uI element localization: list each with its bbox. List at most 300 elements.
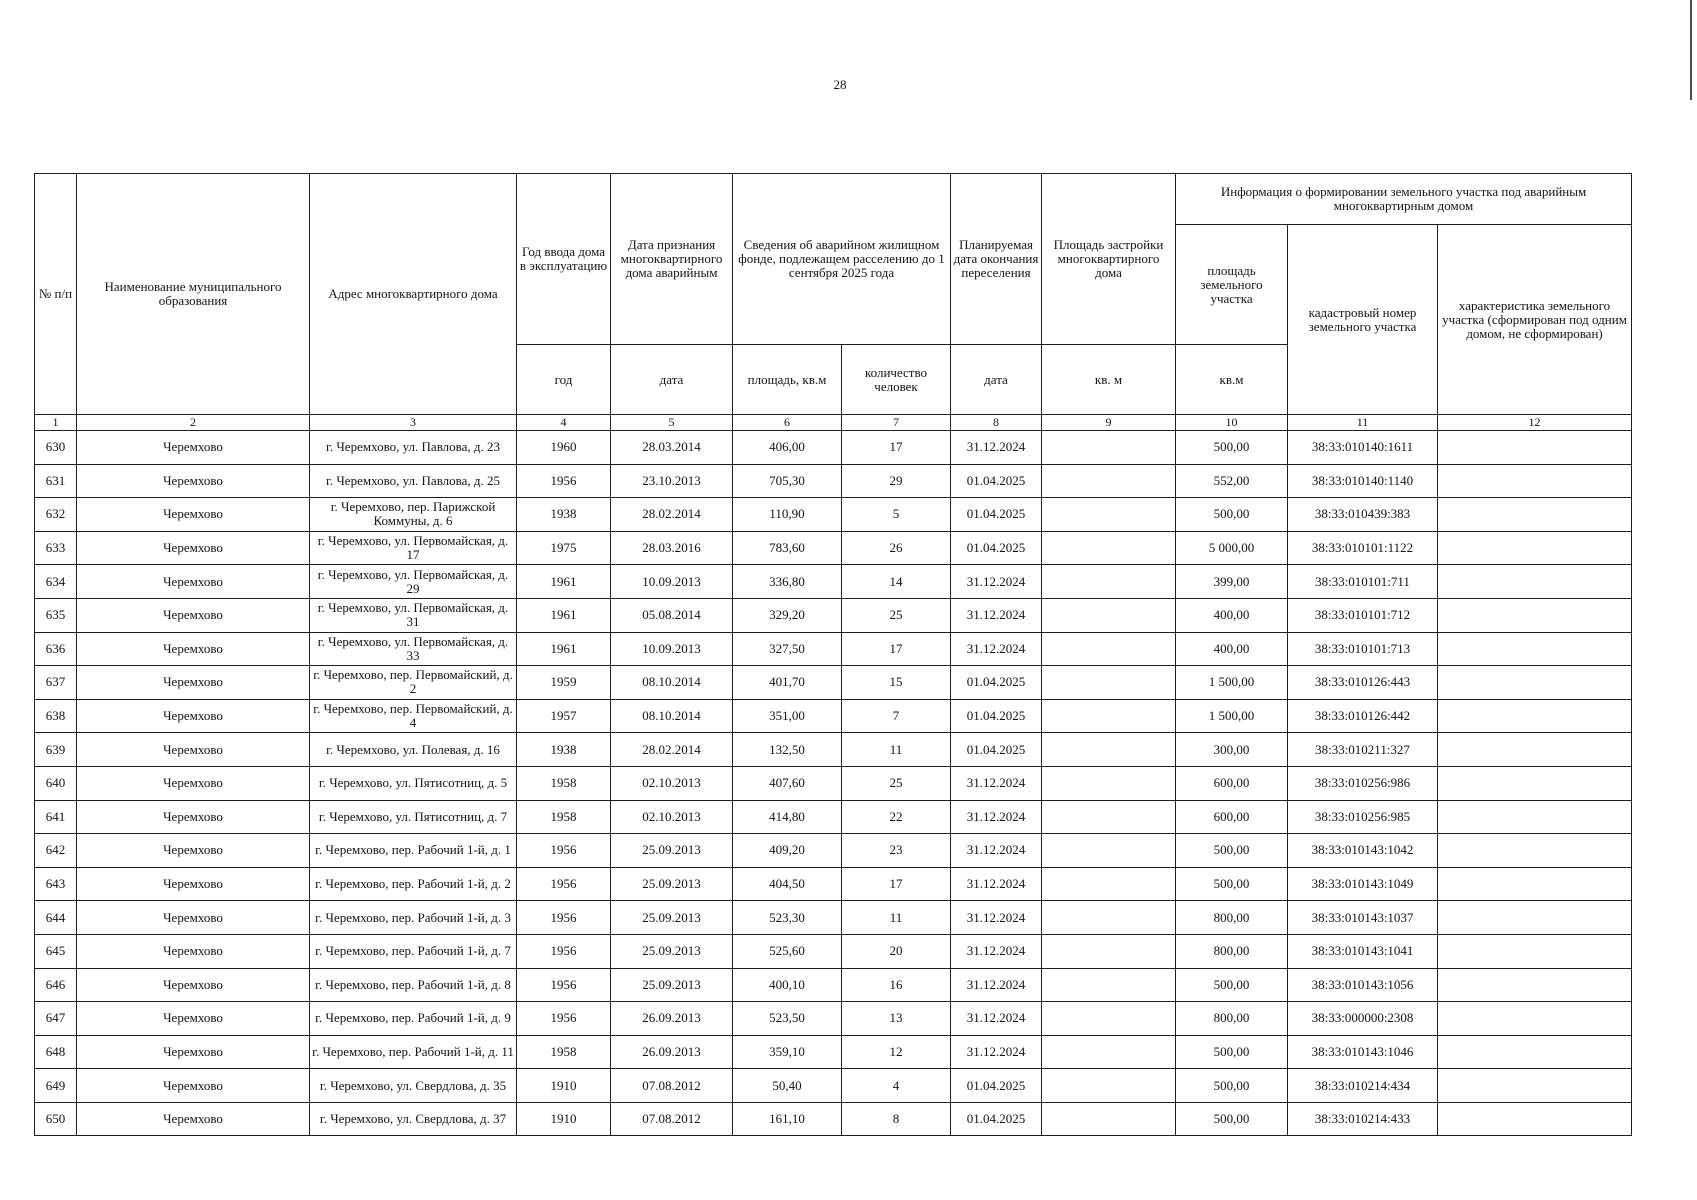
unit-build-area: кв. м (1042, 345, 1176, 415)
header-municipality: Наименование муниципального образования (77, 174, 310, 415)
cell-address: г. Черемхово, пер. Рабочий 1-й, д. 9 (310, 1002, 517, 1036)
cell-planned-date: 31.12.2024 (951, 867, 1042, 901)
cell-build-area (1042, 901, 1176, 935)
cell-cadastral: 38:33:010439:383 (1288, 498, 1438, 532)
cell-land-characteristic (1438, 733, 1632, 767)
cell-num: 632 (35, 498, 77, 532)
cell-land-area: 400,00 (1176, 632, 1288, 666)
cell-date-recognized: 10.09.2013 (611, 565, 733, 599)
cell-area: 400,10 (733, 968, 842, 1002)
cell-land-characteristic (1438, 565, 1632, 599)
cell-cadastral: 38:33:010101:711 (1288, 565, 1438, 599)
cell-date-recognized: 25.09.2013 (611, 834, 733, 868)
unit-area: площадь, кв.м (733, 345, 842, 415)
cell-land-area: 300,00 (1176, 733, 1288, 767)
cell-date-recognized: 25.09.2013 (611, 867, 733, 901)
cell-address: г. Черемхово, пер. Рабочий 1-й, д. 8 (310, 968, 517, 1002)
table-row (35, 666, 1632, 700)
header-emergency-fund: Сведения об аварийном жилищном фонде, подлежащем расселению до 1 сентября 2025 года (733, 174, 951, 345)
scan-edge-mark (1690, 0, 1692, 100)
cell-planned-date: 31.12.2024 (951, 1002, 1042, 1036)
cell-area: 161,10 (733, 1102, 842, 1136)
column-number-1: 1 (35, 415, 77, 431)
unit-planned-date: дата (951, 345, 1042, 415)
cell-land-characteristic (1438, 834, 1632, 868)
table-row (35, 867, 1632, 901)
cell-cadastral: 38:33:010140:1611 (1288, 431, 1438, 465)
table-row (35, 632, 1632, 666)
table-row (35, 800, 1632, 834)
cell-cadastral: 38:33:010256:985 (1288, 800, 1438, 834)
cell-land-characteristic (1438, 666, 1632, 700)
cell-people: 14 (842, 565, 951, 599)
cell-cadastral: 38:33:010101:713 (1288, 632, 1438, 666)
cell-land-characteristic (1438, 766, 1632, 800)
cell-municipality: Черемхово (77, 431, 310, 465)
cell-num: 642 (35, 834, 77, 868)
cell-people: 17 (842, 867, 951, 901)
cell-build-area (1042, 498, 1176, 532)
header-cadastral: кадастровый номер земельного участка (1288, 225, 1438, 415)
cell-cadastral: 38:33:010256:986 (1288, 766, 1438, 800)
cell-date-recognized: 26.09.2013 (611, 1035, 733, 1069)
cell-people: 8 (842, 1102, 951, 1136)
cell-land-area: 500,00 (1176, 1069, 1288, 1103)
column-number-11: 11 (1288, 415, 1438, 431)
cell-people: 29 (842, 464, 951, 498)
cell-address: г. Черемхово, ул. Полевая, д. 16 (310, 733, 517, 767)
cell-land-area: 500,00 (1176, 498, 1288, 532)
header-year-built: Год ввода дома в эксплуатацию (517, 174, 611, 345)
cell-year: 1957 (517, 699, 611, 733)
cell-municipality: Черемхово (77, 498, 310, 532)
cell-address: г. Черемхово, пер. Рабочий 1-й, д. 3 (310, 901, 517, 935)
table-row (35, 968, 1632, 1002)
cell-cadastral: 38:33:010211:327 (1288, 733, 1438, 767)
cell-planned-date: 31.12.2024 (951, 934, 1042, 968)
cell-land-area: 500,00 (1176, 968, 1288, 1002)
cell-people: 12 (842, 1035, 951, 1069)
cell-people: 15 (842, 666, 951, 700)
cell-date-recognized: 02.10.2013 (611, 800, 733, 834)
cell-land-area: 400,00 (1176, 598, 1288, 632)
cell-land-characteristic (1438, 867, 1632, 901)
cell-build-area (1042, 766, 1176, 800)
cell-num: 650 (35, 1102, 77, 1136)
cell-planned-date: 31.12.2024 (951, 766, 1042, 800)
table-row (35, 901, 1632, 935)
cell-cadastral: 38:33:010143:1049 (1288, 867, 1438, 901)
cell-municipality: Черемхово (77, 733, 310, 767)
cell-planned-date: 01.04.2025 (951, 1069, 1042, 1103)
cell-year: 1956 (517, 464, 611, 498)
cell-people: 11 (842, 733, 951, 767)
cell-address: г. Черемхово, пер. Первомайский, д. 2 (310, 666, 517, 700)
cell-address: г. Черемхово, ул. Первомайская, д. 17 (310, 531, 517, 565)
cell-build-area (1042, 531, 1176, 565)
cell-municipality: Черемхово (77, 598, 310, 632)
cell-date-recognized: 28.02.2014 (611, 733, 733, 767)
cell-land-area: 800,00 (1176, 901, 1288, 935)
cell-area: 523,30 (733, 901, 842, 935)
cell-build-area (1042, 1002, 1176, 1036)
table-row (35, 766, 1632, 800)
cell-address: г. Черемхово, пер. Первомайский, д. 4 (310, 699, 517, 733)
cell-build-area (1042, 431, 1176, 465)
cell-cadastral: 38:33:010126:443 (1288, 666, 1438, 700)
cell-land-area: 800,00 (1176, 1002, 1288, 1036)
cell-planned-date: 31.12.2024 (951, 565, 1042, 599)
cell-area: 404,50 (733, 867, 842, 901)
cell-date-recognized: 25.09.2013 (611, 968, 733, 1002)
table-row (35, 531, 1632, 565)
cell-build-area (1042, 968, 1176, 1002)
cell-cadastral: 38:33:010143:1056 (1288, 968, 1438, 1002)
cell-date-recognized: 08.10.2014 (611, 699, 733, 733)
cell-area: 783,60 (733, 531, 842, 565)
cell-date-recognized: 05.08.2014 (611, 598, 733, 632)
cell-year: 1958 (517, 800, 611, 834)
cell-date-recognized: 25.09.2013 (611, 901, 733, 935)
cell-land-area: 500,00 (1176, 834, 1288, 868)
cell-planned-date: 31.12.2024 (951, 598, 1042, 632)
column-number-7: 7 (842, 415, 951, 431)
cell-people: 20 (842, 934, 951, 968)
cell-area: 525,60 (733, 934, 842, 968)
cell-people: 11 (842, 901, 951, 935)
cell-year: 1958 (517, 1035, 611, 1069)
cell-cadastral: 38:33:010214:434 (1288, 1069, 1438, 1103)
unit-date: дата (611, 345, 733, 415)
cell-people: 13 (842, 1002, 951, 1036)
column-number-10: 10 (1176, 415, 1288, 431)
cell-land-area: 5 000,00 (1176, 531, 1288, 565)
cell-land-characteristic (1438, 968, 1632, 1002)
cell-num: 631 (35, 464, 77, 498)
table-row (35, 1035, 1632, 1069)
cell-people: 5 (842, 498, 951, 532)
cell-area: 414,80 (733, 800, 842, 834)
cell-planned-date: 31.12.2024 (951, 632, 1042, 666)
column-number-6: 6 (733, 415, 842, 431)
table-row (35, 1002, 1632, 1036)
cell-num: 634 (35, 565, 77, 599)
table-row (35, 733, 1632, 767)
cell-people: 23 (842, 834, 951, 868)
cell-num: 644 (35, 901, 77, 935)
header-planned-date: Планируемая дата окончания переселения (951, 174, 1042, 345)
cell-municipality: Черемхово (77, 934, 310, 968)
column-number-4: 4 (517, 415, 611, 431)
cell-build-area (1042, 867, 1176, 901)
cell-area: 406,00 (733, 431, 842, 465)
cell-build-area (1042, 598, 1176, 632)
cell-land-area: 800,00 (1176, 934, 1288, 968)
cell-planned-date: 31.12.2024 (951, 968, 1042, 1002)
cell-municipality: Черемхово (77, 766, 310, 800)
cell-build-area (1042, 934, 1176, 968)
header-land-area: площадь земельного участка (1176, 225, 1288, 345)
cell-address: г. Черемхово, ул. Пятисотниц, д. 5 (310, 766, 517, 800)
unit-land-area: кв.м (1176, 345, 1288, 415)
cell-cadastral: 38:33:010101:712 (1288, 598, 1438, 632)
cell-land-characteristic (1438, 1102, 1632, 1136)
cell-num: 646 (35, 968, 77, 1002)
cell-municipality: Черемхово (77, 632, 310, 666)
cell-cadastral: 38:33:010126:442 (1288, 699, 1438, 733)
cell-area: 359,10 (733, 1035, 842, 1069)
cell-cadastral: 38:33:010143:1042 (1288, 834, 1438, 868)
cell-date-recognized: 28.03.2016 (611, 531, 733, 565)
table-row (35, 498, 1632, 532)
cell-cadastral: 38:33:010140:1140 (1288, 464, 1438, 498)
cell-address: г. Черемхово, ул. Павлова, д. 25 (310, 464, 517, 498)
cell-year: 1956 (517, 934, 611, 968)
cell-date-recognized: 28.02.2014 (611, 498, 733, 532)
cell-build-area (1042, 733, 1176, 767)
cell-people: 4 (842, 1069, 951, 1103)
cell-year: 1938 (517, 733, 611, 767)
cell-build-area (1042, 666, 1176, 700)
cell-area: 409,20 (733, 834, 842, 868)
cell-land-area: 600,00 (1176, 800, 1288, 834)
cell-cadastral: 38:33:010143:1037 (1288, 901, 1438, 935)
cell-num: 636 (35, 632, 77, 666)
cell-num: 640 (35, 766, 77, 800)
cell-land-area: 500,00 (1176, 1035, 1288, 1069)
cell-year: 1910 (517, 1069, 611, 1103)
cell-area: 336,80 (733, 565, 842, 599)
table-row (35, 1102, 1632, 1136)
cell-land-characteristic (1438, 699, 1632, 733)
table-row (35, 834, 1632, 868)
table-row (35, 598, 1632, 632)
cell-num: 645 (35, 934, 77, 968)
unit-people: количество человек (842, 345, 951, 415)
cell-people: 26 (842, 531, 951, 565)
cell-year: 1956 (517, 867, 611, 901)
cell-num: 633 (35, 531, 77, 565)
cell-address: г. Черемхово, пер. Парижской Коммуны, д. 6 (310, 498, 517, 532)
column-number-5: 5 (611, 415, 733, 431)
cell-cadastral: 38:33:000000:2308 (1288, 1002, 1438, 1036)
cell-area: 329,20 (733, 598, 842, 632)
cell-planned-date: 01.04.2025 (951, 498, 1042, 532)
cell-num: 641 (35, 800, 77, 834)
cell-planned-date: 01.04.2025 (951, 464, 1042, 498)
cell-address: г. Черемхово, пер. Рабочий 1-й, д. 7 (310, 934, 517, 968)
cell-planned-date: 31.12.2024 (951, 800, 1042, 834)
cell-land-area: 600,00 (1176, 766, 1288, 800)
cell-build-area (1042, 1069, 1176, 1103)
cell-land-area: 500,00 (1176, 867, 1288, 901)
cell-cadastral: 38:33:010143:1046 (1288, 1035, 1438, 1069)
cell-year: 1975 (517, 531, 611, 565)
cell-land-characteristic (1438, 464, 1632, 498)
cell-municipality: Черемхово (77, 699, 310, 733)
column-number-2: 2 (77, 415, 310, 431)
cell-people: 25 (842, 598, 951, 632)
cell-planned-date: 01.04.2025 (951, 733, 1042, 767)
header-land-characteristic: характеристика земельного участка (сформирован под одним домом, не сформирован) (1438, 225, 1632, 415)
header-date-recognized: Дата признания многоквартирного дома аварийным (611, 174, 733, 345)
emergency-housing-table (34, 173, 1632, 1136)
cell-municipality: Черемхово (77, 1069, 310, 1103)
cell-num: 637 (35, 666, 77, 700)
cell-land-characteristic (1438, 901, 1632, 935)
cell-num: 635 (35, 598, 77, 632)
cell-land-area: 399,00 (1176, 565, 1288, 599)
cell-land-characteristic (1438, 531, 1632, 565)
cell-date-recognized: 02.10.2013 (611, 766, 733, 800)
cell-land-area: 1 500,00 (1176, 666, 1288, 700)
cell-municipality: Черемхово (77, 968, 310, 1002)
column-number-3: 3 (310, 415, 517, 431)
table-row (35, 699, 1632, 733)
cell-land-area: 552,00 (1176, 464, 1288, 498)
cell-municipality: Черемхово (77, 867, 310, 901)
cell-year: 1956 (517, 1002, 611, 1036)
cell-cadastral: 38:33:010143:1041 (1288, 934, 1438, 968)
cell-area: 50,40 (733, 1069, 842, 1103)
header-build-area: Площадь застройки многоквартирного дома (1042, 174, 1176, 345)
cell-planned-date: 01.04.2025 (951, 666, 1042, 700)
cell-land-characteristic (1438, 800, 1632, 834)
cell-year: 1938 (517, 498, 611, 532)
cell-build-area (1042, 1035, 1176, 1069)
cell-land-characteristic (1438, 498, 1632, 532)
cell-num: 630 (35, 431, 77, 465)
cell-year: 1961 (517, 632, 611, 666)
cell-land-area: 500,00 (1176, 431, 1288, 465)
cell-address: г. Черемхово, пер. Рабочий 1-й, д. 11 (310, 1035, 517, 1069)
cell-people: 16 (842, 968, 951, 1002)
cell-people: 22 (842, 800, 951, 834)
cell-date-recognized: 28.03.2014 (611, 431, 733, 465)
cell-land-characteristic (1438, 1069, 1632, 1103)
cell-land-characteristic (1438, 431, 1632, 465)
table-row (35, 565, 1632, 599)
page-number: 28 (833, 77, 847, 92)
cell-area: 523,50 (733, 1002, 842, 1036)
cell-area: 132,50 (733, 733, 842, 767)
cell-year: 1959 (517, 666, 611, 700)
cell-planned-date: 31.12.2024 (951, 431, 1042, 465)
cell-municipality: Черемхово (77, 666, 310, 700)
cell-date-recognized: 25.09.2013 (611, 934, 733, 968)
cell-municipality: Черемхово (77, 464, 310, 498)
cell-land-characteristic (1438, 598, 1632, 632)
cell-people: 17 (842, 431, 951, 465)
cell-land-area: 1 500,00 (1176, 699, 1288, 733)
cell-date-recognized: 23.10.2013 (611, 464, 733, 498)
cell-address: г. Черемхово, ул. Первомайская, д. 33 (310, 632, 517, 666)
cell-area: 407,60 (733, 766, 842, 800)
cell-address: г. Черемхово, пер. Рабочий 1-й, д. 2 (310, 867, 517, 901)
header-address: Адрес многоквартирного дома (310, 174, 517, 415)
cell-cadastral: 38:33:010214:433 (1288, 1102, 1438, 1136)
cell-municipality: Черемхово (77, 901, 310, 935)
table-row (35, 1069, 1632, 1103)
column-number-8: 8 (951, 415, 1042, 431)
cell-people: 17 (842, 632, 951, 666)
cell-address: г. Черемхово, ул. Первомайская, д. 31 (310, 598, 517, 632)
cell-build-area (1042, 565, 1176, 599)
cell-municipality: Черемхово (77, 1002, 310, 1036)
cell-planned-date: 01.04.2025 (951, 531, 1042, 565)
column-number-9: 9 (1042, 415, 1176, 431)
cell-address: г. Черемхово, ул. Пятисотниц, д. 7 (310, 800, 517, 834)
cell-build-area (1042, 1102, 1176, 1136)
cell-year: 1956 (517, 968, 611, 1002)
cell-year: 1910 (517, 1102, 611, 1136)
cell-area: 705,30 (733, 464, 842, 498)
cell-num: 648 (35, 1035, 77, 1069)
cell-municipality: Черемхово (77, 834, 310, 868)
cell-cadastral: 38:33:010101:1122 (1288, 531, 1438, 565)
cell-municipality: Черемхово (77, 1035, 310, 1069)
cell-date-recognized: 07.08.2012 (611, 1102, 733, 1136)
cell-num: 647 (35, 1002, 77, 1036)
cell-year: 1956 (517, 834, 611, 868)
cell-year: 1956 (517, 901, 611, 935)
cell-year: 1961 (517, 598, 611, 632)
cell-planned-date: 31.12.2024 (951, 1035, 1042, 1069)
cell-build-area (1042, 800, 1176, 834)
cell-year: 1958 (517, 766, 611, 800)
column-number-12: 12 (1438, 415, 1632, 431)
unit-year: год (517, 345, 611, 415)
cell-address: г. Черемхово, ул. Свердлова, д. 35 (310, 1069, 517, 1103)
cell-num: 639 (35, 733, 77, 767)
cell-address: г. Черемхово, ул. Павлова, д. 23 (310, 431, 517, 465)
cell-area: 327,50 (733, 632, 842, 666)
cell-area: 351,00 (733, 699, 842, 733)
cell-address: г. Черемхово, ул. Свердлова, д. 37 (310, 1102, 517, 1136)
cell-land-characteristic (1438, 1035, 1632, 1069)
cell-land-characteristic (1438, 1002, 1632, 1036)
cell-num: 649 (35, 1069, 77, 1103)
cell-municipality: Черемхово (77, 531, 310, 565)
cell-build-area (1042, 464, 1176, 498)
cell-land-area: 500,00 (1176, 1102, 1288, 1136)
cell-planned-date: 01.04.2025 (951, 1102, 1042, 1136)
cell-date-recognized: 08.10.2014 (611, 666, 733, 700)
cell-date-recognized: 07.08.2012 (611, 1069, 733, 1103)
cell-planned-date: 01.04.2025 (951, 699, 1042, 733)
cell-area: 110,90 (733, 498, 842, 532)
table-row (35, 464, 1632, 498)
cell-address: г. Черемхово, пер. Рабочий 1-й, д. 1 (310, 834, 517, 868)
cell-build-area (1042, 632, 1176, 666)
cell-planned-date: 31.12.2024 (951, 901, 1042, 935)
table-row (35, 431, 1632, 465)
cell-year: 1961 (517, 565, 611, 599)
cell-municipality: Черемхово (77, 1102, 310, 1136)
cell-num: 643 (35, 867, 77, 901)
table-body (35, 431, 1632, 1136)
cell-people: 7 (842, 699, 951, 733)
cell-build-area (1042, 834, 1176, 868)
cell-date-recognized: 26.09.2013 (611, 1002, 733, 1036)
cell-year: 1960 (517, 431, 611, 465)
cell-land-characteristic (1438, 934, 1632, 968)
header-num: № п/п (35, 174, 77, 415)
cell-people: 25 (842, 766, 951, 800)
cell-date-recognized: 10.09.2013 (611, 632, 733, 666)
cell-planned-date: 31.12.2024 (951, 834, 1042, 868)
header-land-info: Информация о формировании земельного участка под аварийным многоквартирным домом (1176, 174, 1632, 225)
